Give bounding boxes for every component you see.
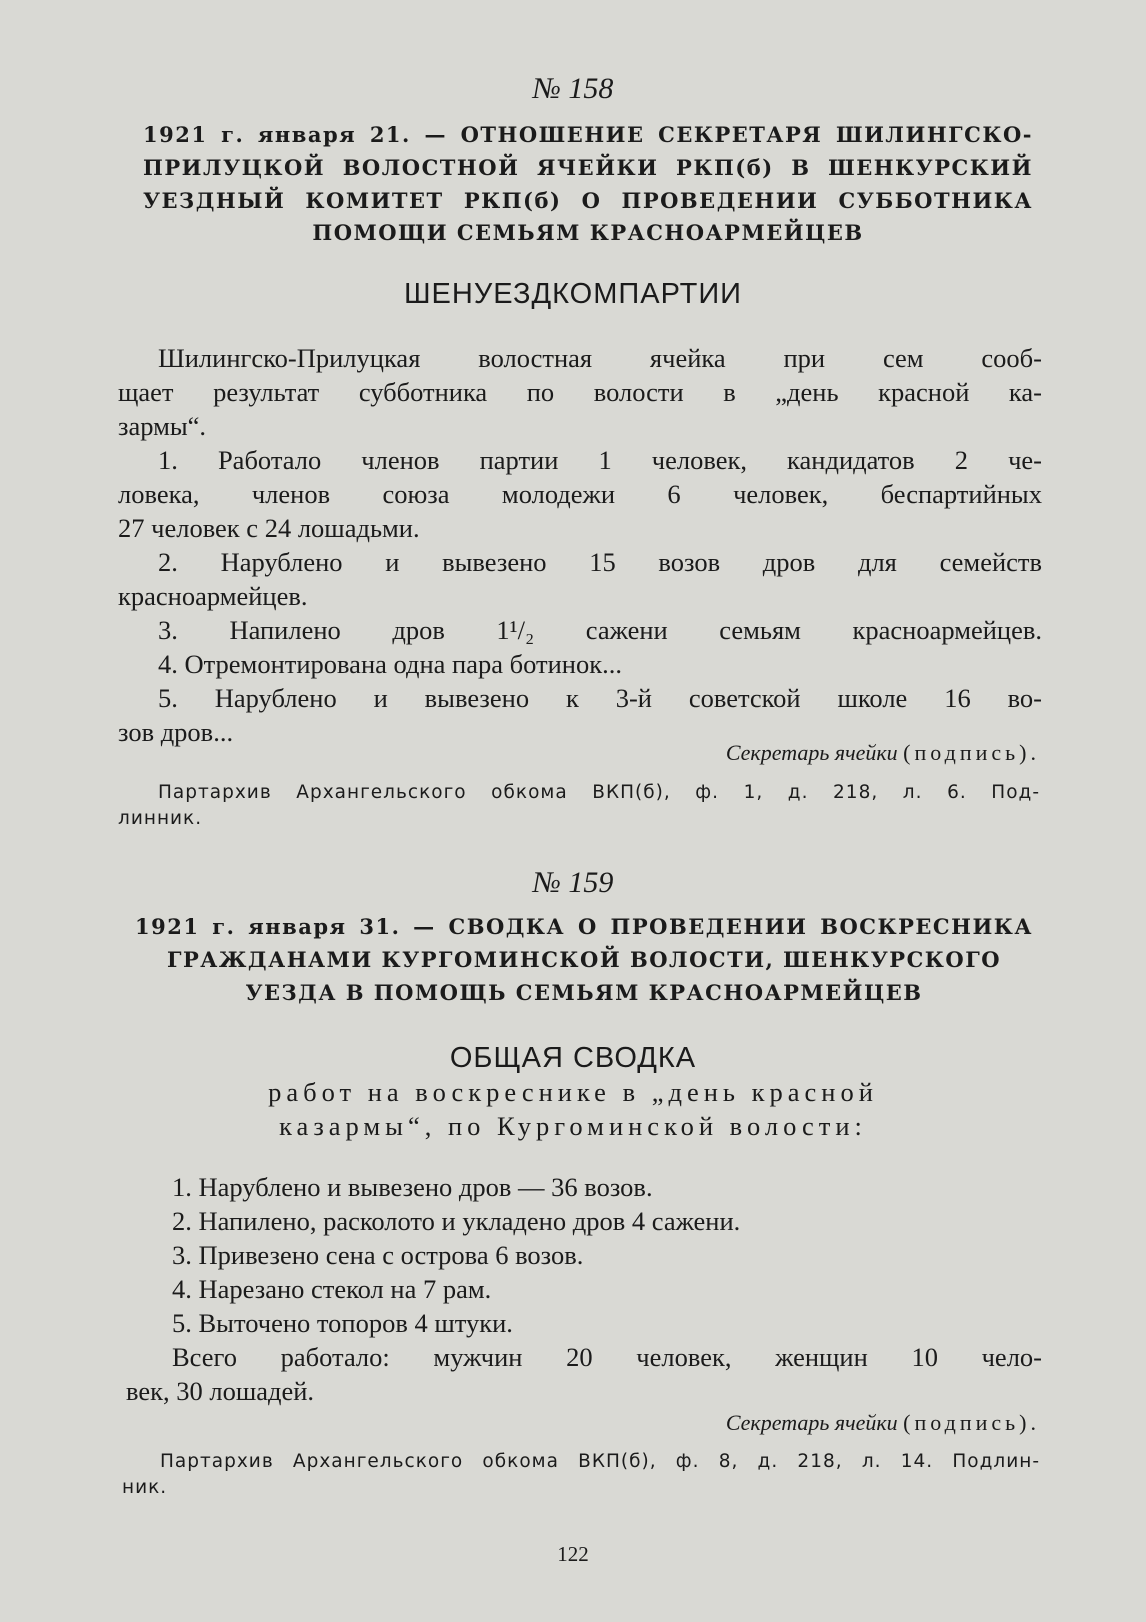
- body-line: 4. Отремонтирована одна пара ботинок...: [158, 649, 622, 679]
- signature-note: (подпись).: [903, 1410, 1040, 1435]
- archive-reference: линник.: [118, 808, 203, 829]
- body-line: щает результат субботника по волости в „день красной ка-: [118, 377, 1042, 407]
- body-line: 4. Нарезано стекол на 7 рам.: [172, 1274, 492, 1304]
- document-heading-line: УЕЗДНЫЙ КОМИТЕТ РКП(б) О ПРОВЕДЕНИИ СУББОТНИКА: [143, 188, 1033, 213]
- archive-reference: Партархив Архангельского обкома ВКП(б), ф. 8, д. 218, л. 14. Подлин-: [160, 1451, 1040, 1472]
- body-line: 5. Нарублено и вывезено к 3-й советской школе 16 во-: [158, 683, 1042, 713]
- body-line: 2. Напилено, расколото и укладено дров 4 сажени.: [172, 1206, 741, 1236]
- signature-role: Секретарь ячейки: [725, 740, 898, 765]
- document-number: № 158: [532, 72, 614, 105]
- body-line: 1. Работало членов партии 1 человек, кандидатов 2 че-: [158, 445, 1042, 475]
- body-line: 1. Нарублено и вывезено дров — 36 возов.: [172, 1172, 653, 1202]
- addressee: ШЕНУЕЗДКОМПАРТИИ: [403, 278, 743, 310]
- body-line: Всего работало: мужчин 20 человек, женщин 10 чело-: [172, 1342, 1042, 1372]
- body-line: 2. Нарублено и вывезено 15 возов дров для семейств: [158, 547, 1042, 577]
- document-heading-line: 1921 г. января 21. — ОТНОШЕНИЕ СЕКРЕТАРЯ ШИЛИНГСКО-: [143, 122, 1033, 147]
- body-line: зармы“.: [118, 411, 207, 441]
- signature: [726, 740, 1040, 766]
- summary-subtitle: казармы“, по Кургоминской волости:: [279, 1111, 867, 1141]
- body-line: Шилингско-Прилуцкая волостная ячейка при сем сооб-: [158, 343, 1042, 373]
- body-line: 3. Напилено дров 1¹/₂ сажени семьям красноармейцев.: [158, 615, 1042, 645]
- signature-note: (подпись).: [903, 740, 1040, 765]
- signature-role: Секретарь ячейки: [725, 1410, 898, 1435]
- archive-reference: Партархив Архангельского обкома ВКП(б), ф. 1, д. 218, л. 6. Под-: [158, 782, 1040, 803]
- body-line: ловека, членов союза молодежи 6 человек, беспартийных: [118, 479, 1042, 509]
- document-heading-line: ГРАЖДАНАМИ КУРГОМИНСКОЙ ВОЛОСТИ, ШЕНКУРСКОГО: [166, 947, 1001, 972]
- signature: [726, 1410, 1040, 1436]
- document-heading-line: 1921 г. января 31. — СВОДКА О ПРОВЕДЕНИИ ВОСКРЕСНИКА: [135, 914, 1033, 939]
- body-line: 5. Выточено топоров 4 штуки.: [172, 1308, 513, 1338]
- body-line: век, 30 лошадей.: [126, 1376, 315, 1406]
- body-line: красноармейцев.: [118, 581, 308, 611]
- summary-title: ОБЩАЯ СВОДКА: [449, 1042, 697, 1074]
- page-number: 122: [557, 1542, 589, 1566]
- document-heading-line: ПОМОЩИ СЕМЬЯМ КРАСНОАРМЕЙЦЕВ: [312, 220, 864, 245]
- body-line: зов дров...: [118, 717, 234, 747]
- body-line: 27 человек с 24 лошадьми.: [118, 513, 420, 543]
- document-heading-line: УЕЗДА В ПОМОЩЬ СЕМЬЯМ КРАСНОАРМЕЙЦЕВ: [245, 980, 923, 1005]
- document-heading-line: ПРИЛУЦКОЙ ВОЛОСТНОЙ ЯЧЕЙКИ РКП(б) В ШЕНКУРСКИЙ: [143, 155, 1033, 180]
- summary-subtitle: работ на воскреснике в „день красной: [268, 1077, 878, 1107]
- document-number: № 159: [532, 866, 614, 899]
- archive-reference: ник.: [122, 1477, 168, 1498]
- body-line: 3. Привезено сена с острова 6 возов.: [172, 1240, 584, 1270]
